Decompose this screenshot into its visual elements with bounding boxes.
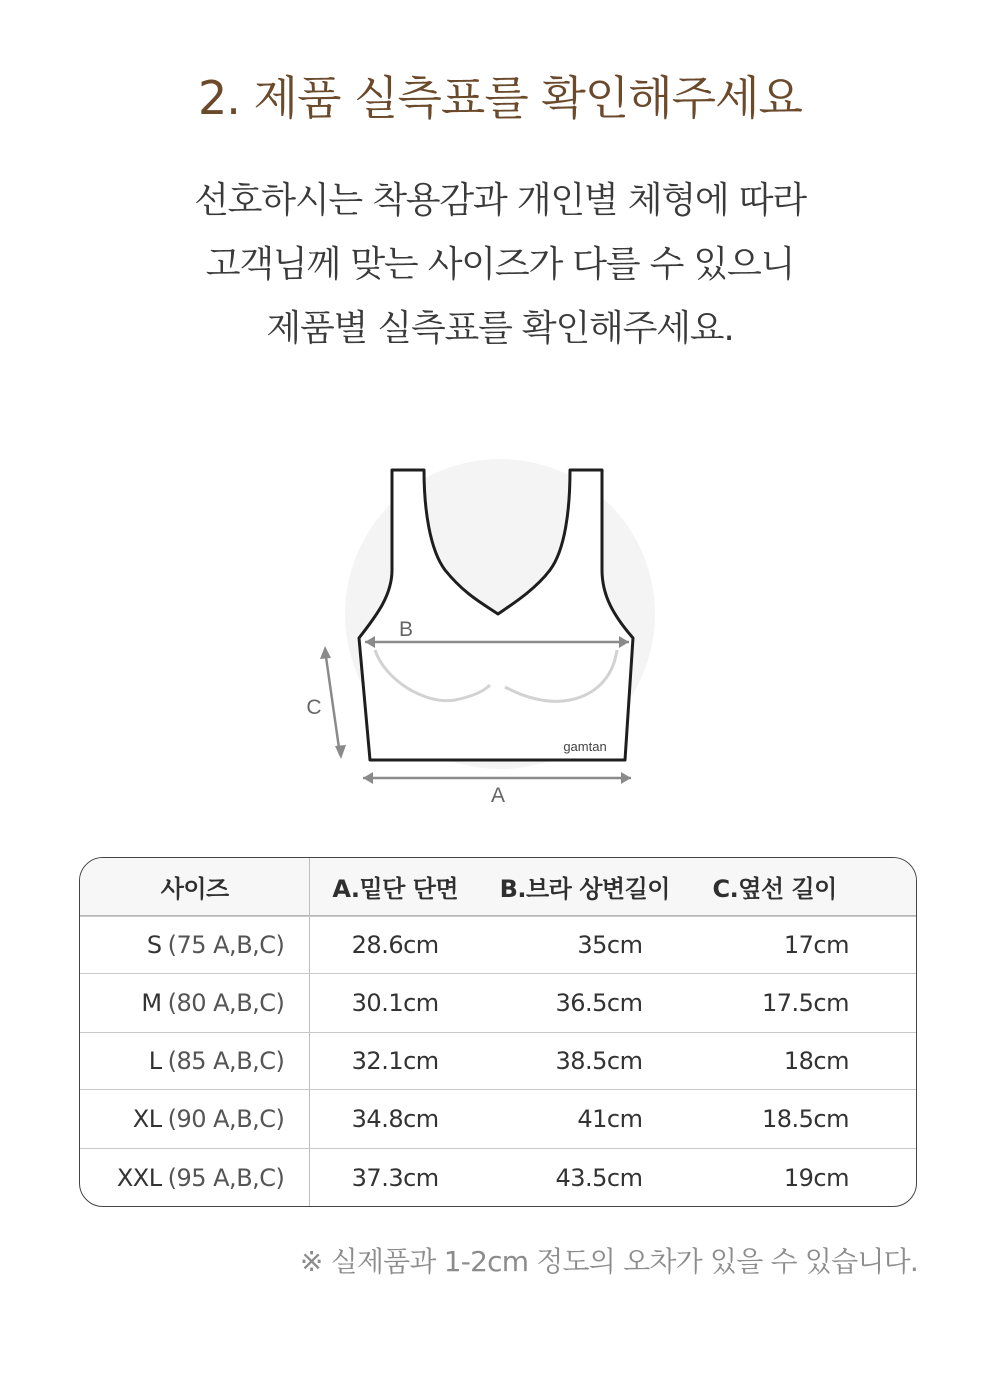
value-a: 30.1cm <box>351 989 439 1017</box>
size-band: (90 A,B,C) <box>167 1105 285 1133</box>
value-b: 36.5cm <box>555 989 643 1017</box>
header-b: B.브라 상변길이 <box>499 875 670 903</box>
header-a: A.밑단 단면 <box>332 875 459 903</box>
label-a: A <box>490 784 506 807</box>
size-label: XL <box>132 1105 162 1133</box>
size-label: L <box>148 1047 162 1075</box>
header-c: C.옆선 길이 <box>712 875 837 903</box>
label-c: C <box>306 696 322 719</box>
value-c: 18cm <box>783 1047 849 1075</box>
table-header-row <box>80 858 916 916</box>
intro-text <box>0 172 1000 364</box>
size-cell <box>80 917 310 973</box>
value-a: 32.1cm <box>351 1047 439 1075</box>
intro-line-2: 고객님께 맞는 사이즈가 다를 수 있으니 <box>205 244 795 285</box>
value-a: 34.8cm <box>351 1105 439 1133</box>
bra-illustration <box>295 450 695 820</box>
value-c: 19cm <box>783 1164 849 1192</box>
c-arrow-bottom-head <box>335 745 346 759</box>
table-row <box>80 973 916 1032</box>
size-band: (75 A,B,C) <box>167 931 285 959</box>
table-row <box>80 1089 916 1148</box>
size-label: M <box>141 989 162 1017</box>
size-label: XXL <box>116 1164 162 1192</box>
table-row <box>80 1148 916 1207</box>
value-b: 35cm <box>577 931 643 959</box>
value-b: 41cm <box>577 1105 643 1133</box>
size-band: (85 A,B,C) <box>167 1047 285 1075</box>
table-row <box>80 916 916 973</box>
size-band: (80 A,B,C) <box>167 989 285 1017</box>
size-cell <box>80 1090 310 1148</box>
table-row <box>80 1032 916 1089</box>
size-label: S <box>146 931 162 959</box>
header-size: 사이즈 <box>80 858 310 915</box>
intro-line-3: 제품별 실측표를 확인해주세요. <box>266 308 734 349</box>
value-a: 37.3cm <box>351 1164 439 1192</box>
brand-label: gamtan <box>563 739 607 754</box>
page-title: 2. 제품 실측표를 확인해주세요 <box>198 71 802 125</box>
value-c: 17.5cm <box>761 989 849 1017</box>
size-cell <box>80 974 310 1032</box>
label-b: B <box>398 618 414 641</box>
size-cell <box>80 1033 310 1089</box>
bra-measurement-diagram <box>295 450 695 820</box>
a-arrow-left-head <box>363 772 373 784</box>
size-chart-table <box>79 857 917 1207</box>
value-c: 18.5cm <box>761 1105 849 1133</box>
c-arrow-top-head <box>320 646 331 659</box>
value-b: 38.5cm <box>555 1047 643 1075</box>
intro-line-1: 선호하시는 착용감과 개인별 체형에 따라 <box>194 180 806 221</box>
size-band: (95 A,B,C) <box>167 1164 285 1192</box>
tolerance-note: ※ 실제품과 1-2cm 정도의 오차가 있을 수 있습니다. <box>299 1245 918 1278</box>
a-arrow-right-head <box>621 772 631 784</box>
value-c: 17cm <box>783 931 849 959</box>
size-cell <box>80 1149 310 1207</box>
value-a: 28.6cm <box>351 931 439 959</box>
c-arrow-line <box>325 650 340 755</box>
value-b: 43.5cm <box>555 1164 643 1192</box>
